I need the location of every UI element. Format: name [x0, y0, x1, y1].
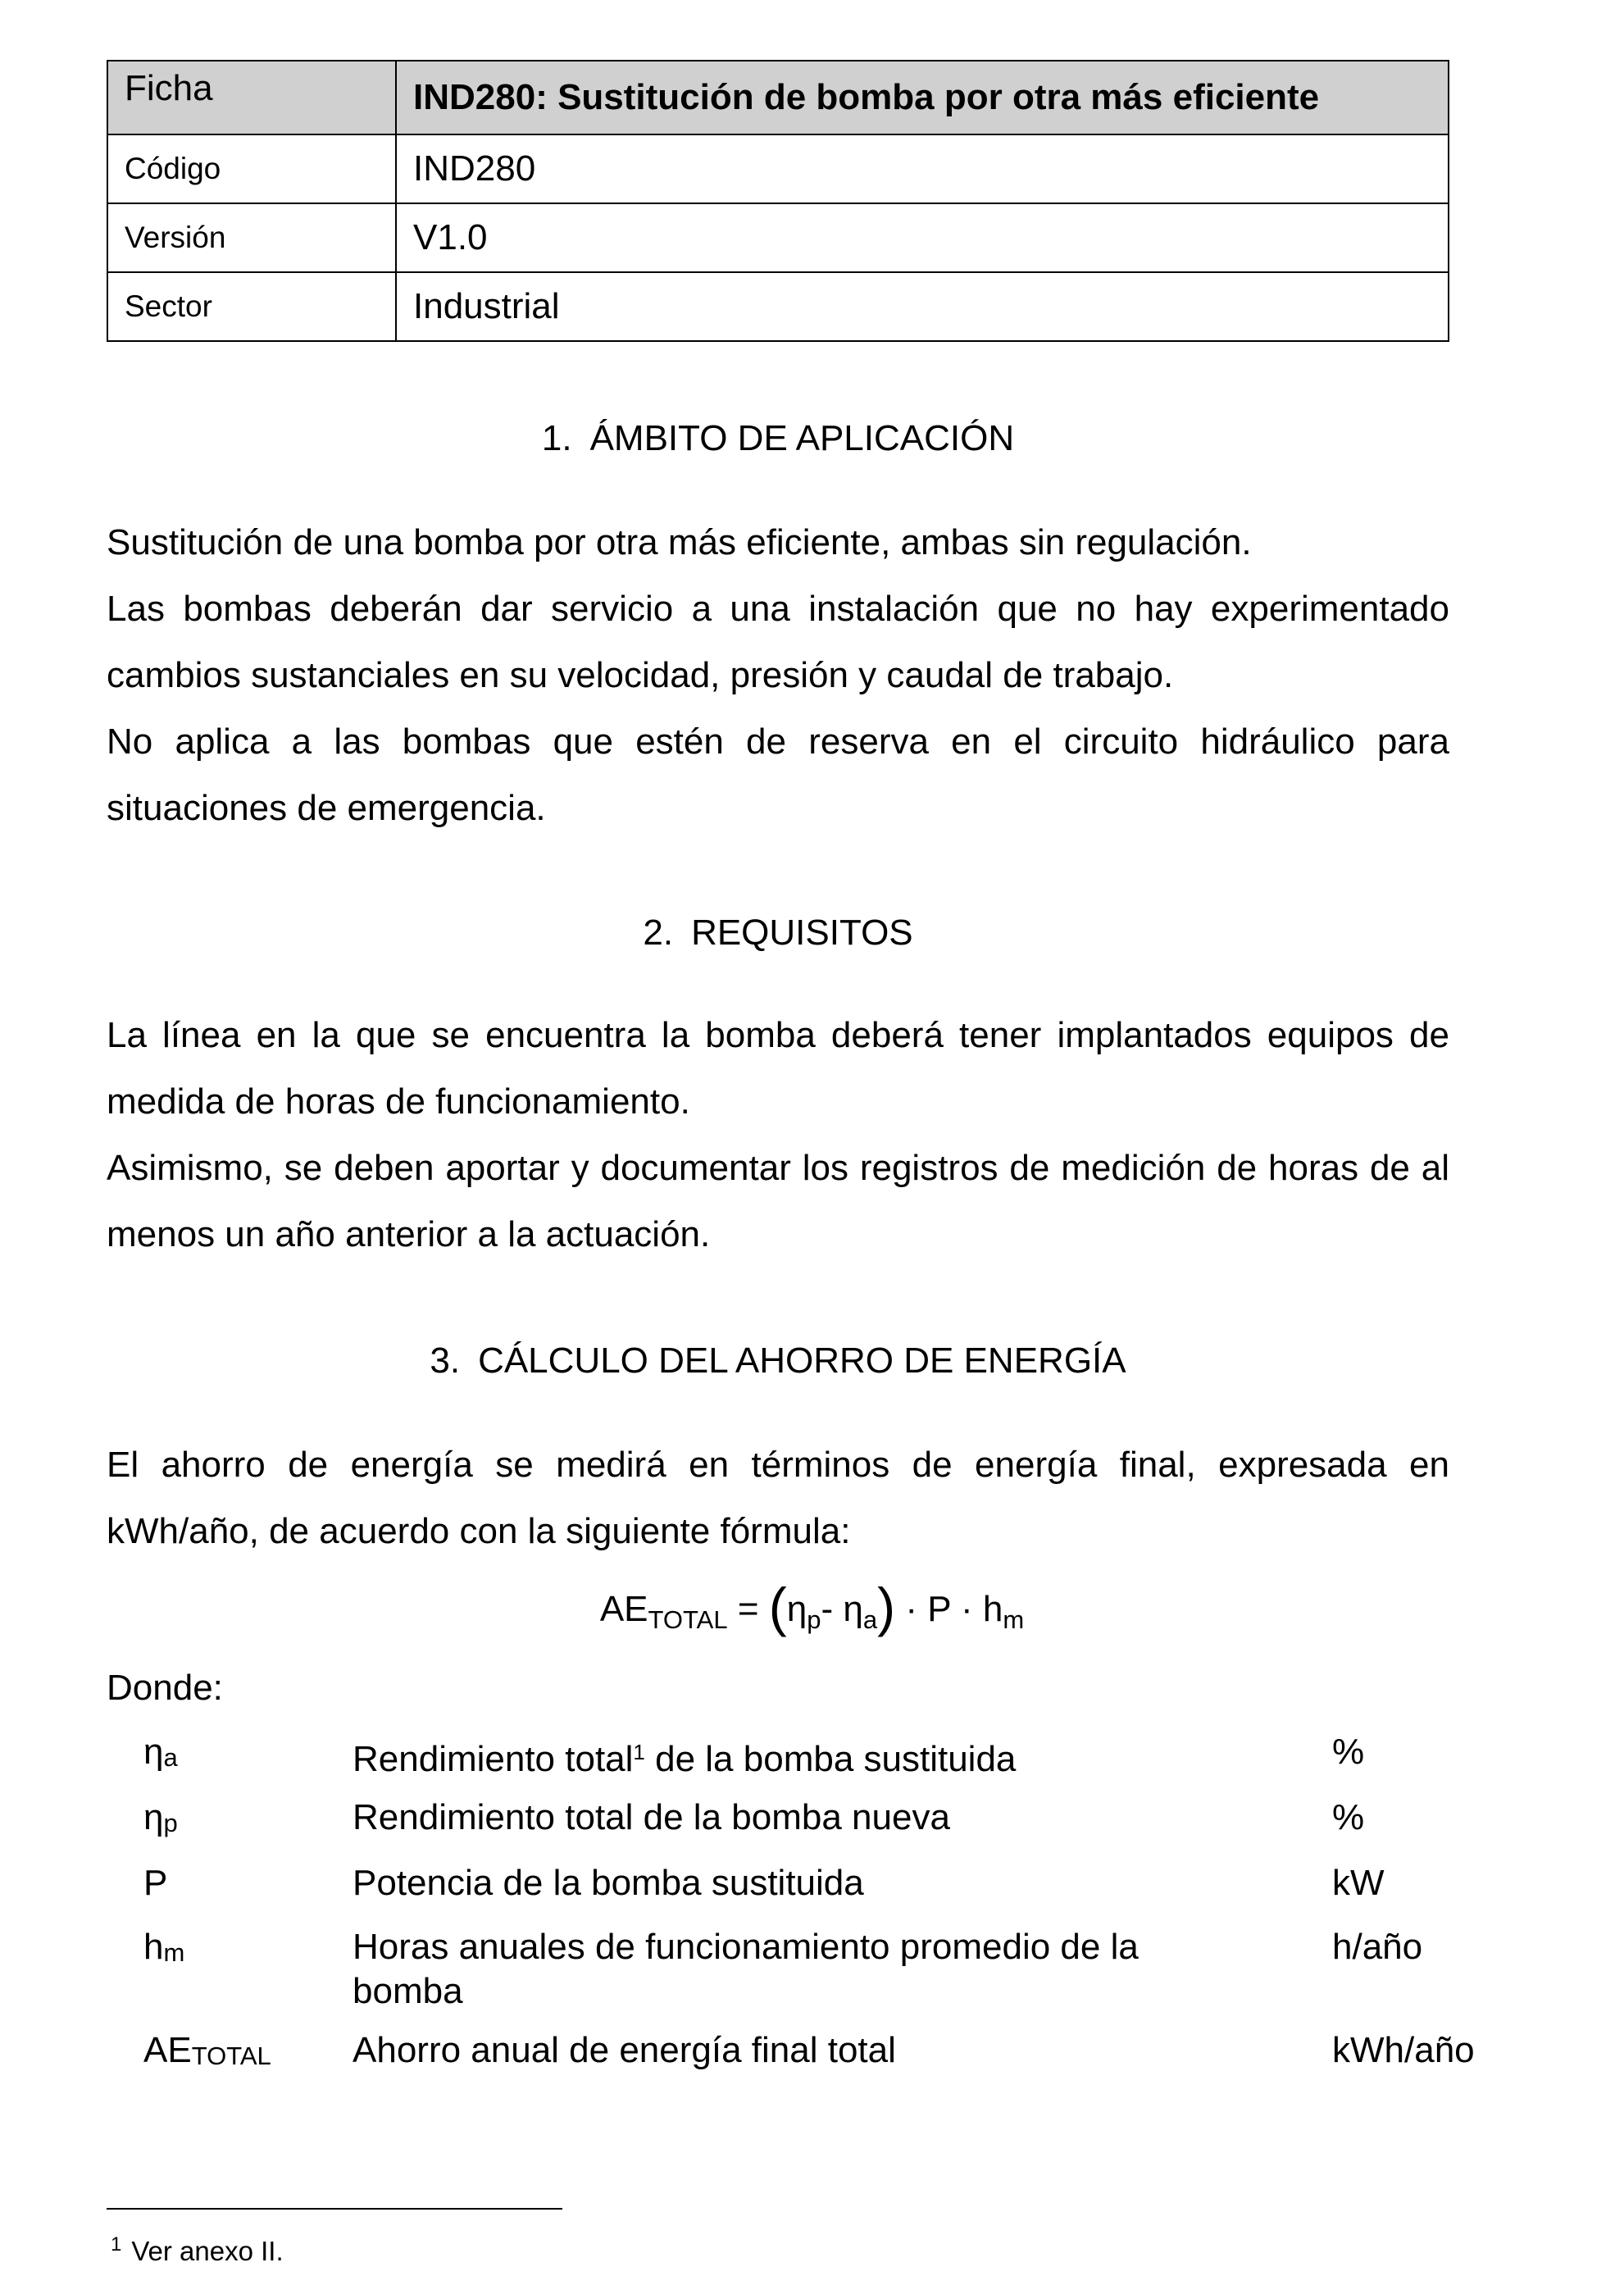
formula-ae: AE: [599, 1589, 648, 1629]
ficha-row-sector: [107, 272, 1449, 341]
symbol-sub: a: [163, 1743, 178, 1772]
formula-close-paren: ): [877, 1577, 896, 1637]
donde-text: Donde:: [107, 1668, 223, 1708]
definition-description: Rendimiento total de la bomba nueva: [353, 1797, 950, 1837]
section-title: REQUISITOS: [691, 913, 913, 953]
definition-symbol: [143, 2028, 348, 2078]
symbol-main: AE: [143, 2030, 192, 2070]
formula-equals: =: [737, 1589, 759, 1629]
paragraph: Las bombas deberán dar servicio a una instalación que no hay experimentado cambios sustanciales en su velocidad, presión y caudal de trabajo.: [107, 589, 1449, 695]
ficha-table: [107, 60, 1449, 342]
formula-open-paren: (: [768, 1577, 787, 1637]
definition-symbol: [143, 1796, 348, 1846]
ficha-row-label: Sector: [107, 272, 396, 341]
ficha-header-row: [107, 61, 1449, 134]
symbol-main: P: [143, 1863, 168, 1903]
definition-unit: kWh/año: [1332, 2030, 1475, 2070]
section-number: 2.: [643, 913, 674, 953]
formula-m-sub: m: [1003, 1605, 1025, 1634]
ficha-row-value: IND280: [396, 134, 1449, 203]
definition-row: [143, 1796, 1537, 1861]
footnote-ref: 1: [633, 1740, 645, 1764]
footnote-text: Ver anexo II.: [131, 2236, 284, 2266]
formula-minus: -: [821, 1589, 844, 1629]
section-body-2: [107, 1002, 1449, 1268]
definition-description: [353, 1730, 1205, 1782]
ficha-row-version: [107, 203, 1449, 272]
definition-unit: kW: [1332, 1863, 1385, 1903]
symbol-main: η: [143, 1797, 164, 1837]
section-title: ÁMBITO DE APLICACIÓN: [589, 418, 1015, 458]
section-heading-1: [107, 417, 1449, 460]
paragraph: No aplica a las bombas que estén de reserva en el circuito hidráulico para situaciones de emergencia.: [107, 721, 1449, 828]
description-text: Rendimiento total: [353, 1739, 634, 1779]
ficha-row-label: Versión: [107, 203, 396, 272]
formula-dot-p: · P ·: [905, 1589, 973, 1629]
ficha-row-value: Industrial: [396, 272, 1449, 341]
symbol-sub: p: [163, 1809, 178, 1837]
ficha-row-codigo: [107, 134, 1449, 203]
formula-h: h: [982, 1589, 1003, 1629]
variable-definitions: [143, 1730, 1537, 2078]
symbol-sub: TOTAL: [191, 2042, 271, 2070]
definition-symbol: [143, 1925, 348, 1975]
definition-row: [143, 1925, 1537, 2028]
definition-symbol: [143, 1730, 348, 1780]
section-body-1: [107, 509, 1449, 841]
donde-label: [107, 1655, 1449, 1721]
definition-description: Ahorro anual de energía final total: [353, 2030, 896, 2070]
section-body-3: [107, 1432, 1449, 1564]
symbol-main: h: [143, 1927, 164, 1967]
description-text: de la bomba sustituida: [644, 1739, 1017, 1779]
ficha-header-title: IND280: Sustitución de bomba por otra más eficiente: [396, 61, 1449, 134]
formula-total-sub: TOTAL: [648, 1605, 728, 1634]
definition-description: Horas anuales de funcionamiento promedio de la bomba: [353, 1927, 1139, 2011]
paragraph: Asimismo, se deben aportar y documentar los registros de medición de horas de al menos un año anterior a la actuación.: [107, 1148, 1449, 1254]
symbol-main: η: [143, 1732, 164, 1772]
definition-unit: %: [1332, 1732, 1365, 1772]
ficha-header-label: Ficha: [107, 61, 396, 134]
ficha-row-label: Código: [107, 134, 396, 203]
definition-unit: %: [1332, 1797, 1365, 1837]
definition-row: [143, 1861, 1537, 1925]
footnote-separator: [107, 2208, 562, 2210]
formula-a-sub: a: [862, 1605, 878, 1634]
formula-p-sub: p: [807, 1605, 821, 1634]
section-heading-2: [107, 912, 1449, 954]
definition-unit: h/año: [1332, 1927, 1423, 1967]
definition-symbol: [143, 1861, 348, 1911]
footnote: [111, 2228, 284, 2268]
symbol-sub: m: [163, 1938, 185, 1967]
formula-eta: η: [786, 1589, 807, 1629]
definition-row: [143, 2028, 1537, 2078]
section-number: 1.: [541, 418, 572, 458]
paragraph: Sustitución de una bomba por otra más eficiente, ambas sin regulación.: [107, 522, 1252, 562]
paragraph: La línea en la que se encuentra la bomba deberá tener implantados equipos de medida de horas de funcionamiento.: [107, 1015, 1449, 1122]
definition-row: [143, 1730, 1537, 1796]
ficha-row-value: V1.0: [396, 203, 1449, 272]
paragraph: El ahorro de energía se medirá en términos de energía final, expresada en kWh/año, de acuerdo con la siguiente fórmula:: [107, 1445, 1449, 1551]
footnote-marker: 1: [111, 2233, 122, 2256]
savings-formula: [0, 1574, 1624, 1653]
formula-eta: η: [843, 1589, 863, 1629]
section-title: CÁLCULO DEL AHORRO DE ENERGÍA: [478, 1341, 1126, 1381]
definition-description: Potencia de la bomba sustituida: [353, 1863, 864, 1903]
section-heading-3: [107, 1340, 1449, 1382]
section-number: 3.: [430, 1341, 461, 1381]
